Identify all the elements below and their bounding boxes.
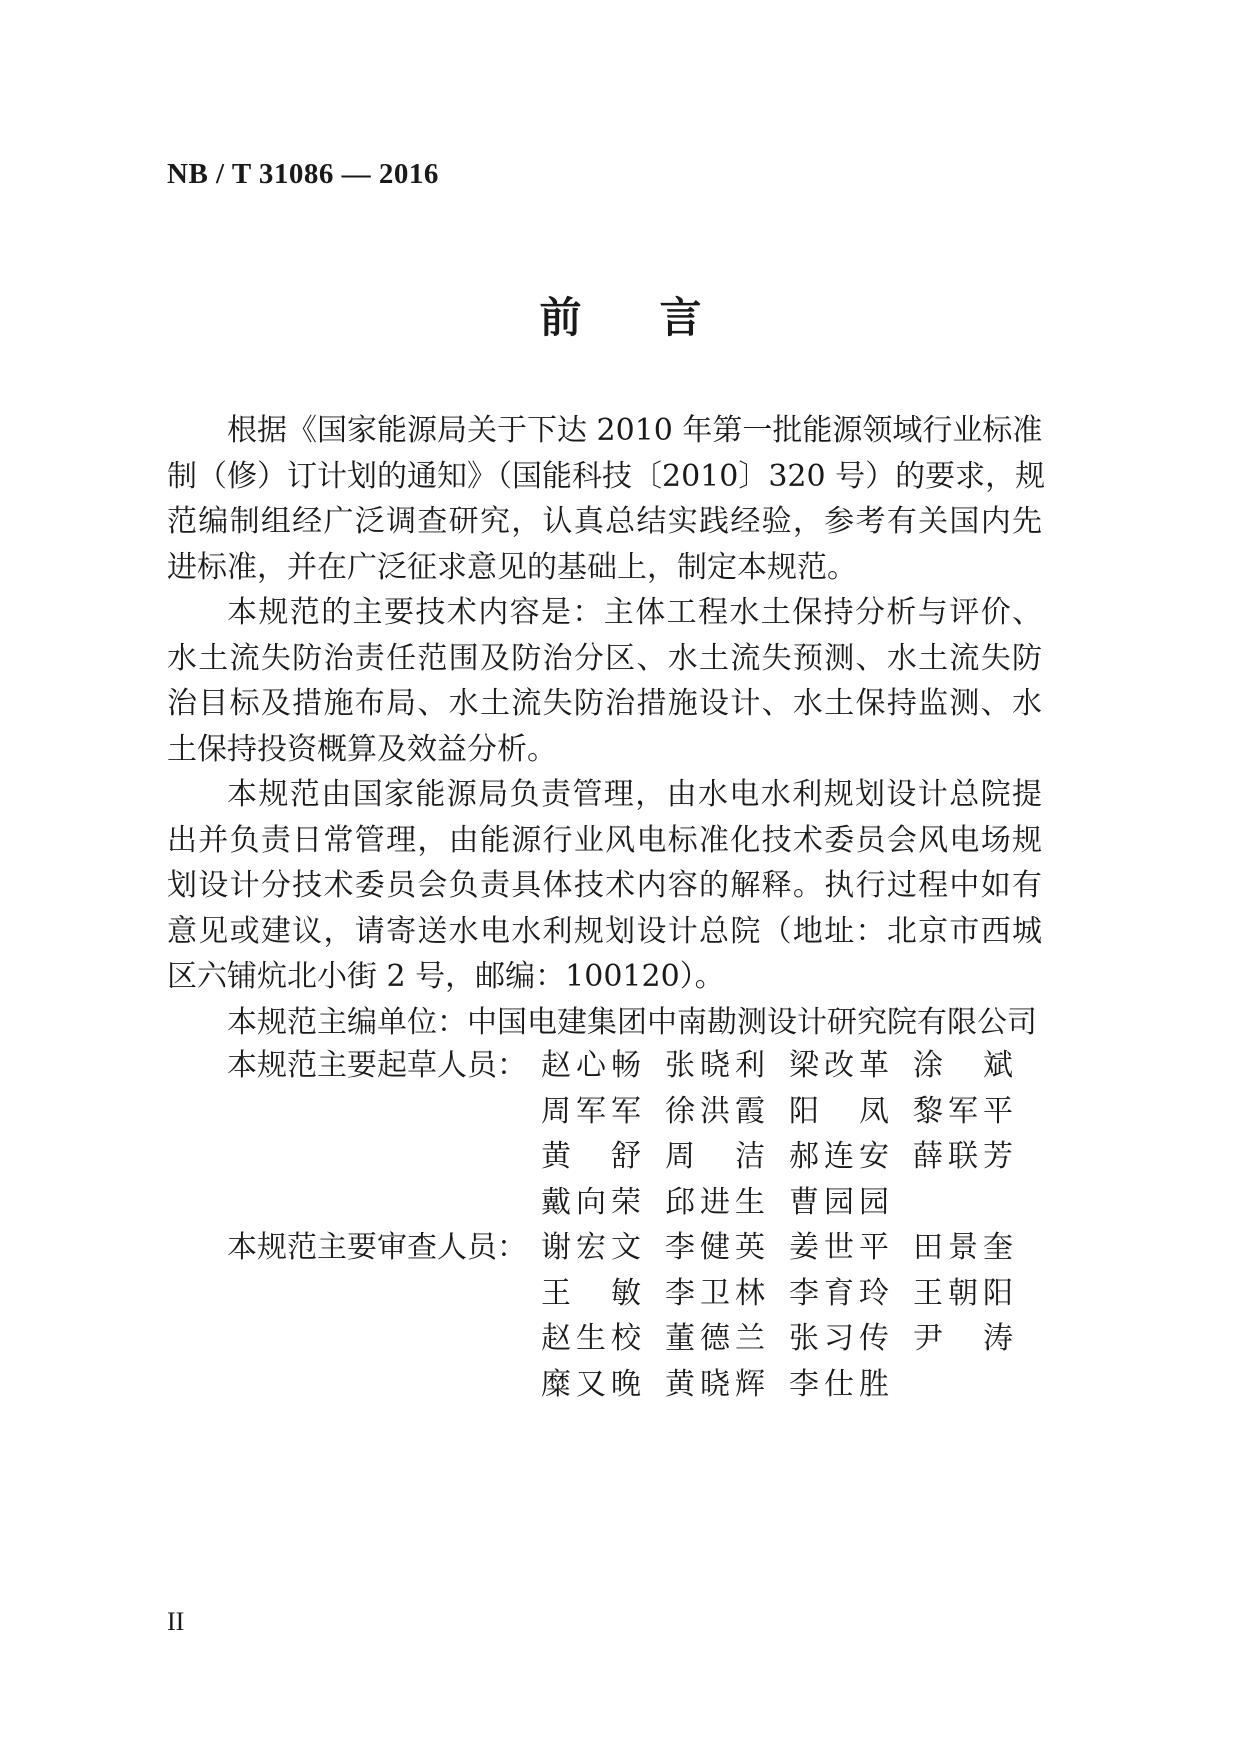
drafter-name: 周军军 <box>541 1093 641 1129</box>
drafter-name: 周洁 <box>665 1139 765 1174</box>
paragraph-2 <box>167 590 1042 772</box>
drafter-name: 张晓利 <box>665 1048 765 1083</box>
drafter-name: 郝连安 <box>789 1139 889 1174</box>
standard-code: NB / T 31086 — 2016 <box>167 158 439 190</box>
reviewer-name: 李健英 <box>665 1230 765 1265</box>
drafter-name: 邱进生 <box>665 1184 765 1220</box>
drafter-name: 涂斌 <box>913 1048 1013 1083</box>
reviewer-name: 李卫林 <box>665 1275 765 1311</box>
drafter-name: 梁改革 <box>789 1048 889 1083</box>
paragraph-line: 本规范的主要技术内容是：主体工程水土保持分析与评价、 <box>227 595 1042 630</box>
paragraph-line: 意见或建议，请寄送水电水利规划设计总院（地址：北京市西城 <box>167 913 1042 949</box>
drafter-name: 赵心畅 <box>541 1048 641 1083</box>
editor-unit <box>167 1000 1042 1046</box>
paragraph-line: 水土流失防治责任范围及防治分区、水土流失预测、水土流失防 <box>167 640 1042 676</box>
page-number: II <box>167 1607 185 1636</box>
reviewer-name: 董德兰 <box>665 1321 765 1356</box>
paragraph-line: 划设计分技术委员会负责具体技术内容的解释。执行过程中如有 <box>167 868 1042 903</box>
drafter-name: 阳凤 <box>789 1093 889 1129</box>
drafter-name: 薛联芳 <box>913 1139 1013 1174</box>
paragraph-3 <box>167 772 1042 1000</box>
reviewer-name: 李育玲 <box>789 1275 889 1311</box>
editor-unit-line: 本规范主编单位：中国电建集团中南勘测设计研究院有限公司 <box>227 1004 1037 1040</box>
paragraph-line: 出并负责日常管理，由能源行业风电标准化技术委员会风电场规 <box>167 822 1042 858</box>
reviewer-name: 尹涛 <box>913 1321 1013 1356</box>
reviewer-name: 王敏 <box>541 1275 641 1311</box>
reviewer-name: 糜又晚 <box>541 1366 641 1402</box>
reviewer-name: 谢宏文 <box>541 1230 641 1265</box>
paragraph-1 <box>167 408 1046 590</box>
reviewer-name: 田景奎 <box>913 1230 1013 1265</box>
reviewer-name: 黄晓辉 <box>665 1366 765 1402</box>
drafters-label: 本规范主要起草人员： <box>227 1048 527 1083</box>
page-title: 前言 <box>539 293 780 342</box>
reviewer-name: 赵生校 <box>541 1321 641 1356</box>
paragraph-line: 范编制组经广泛调查研究，认真总结实践经验，参考有关国内先 <box>167 504 1042 539</box>
drafter-name: 黎军平 <box>913 1093 1013 1129</box>
reviewer-name: 姜世平 <box>789 1230 889 1265</box>
reviewer-name: 李仕胜 <box>789 1366 889 1402</box>
paragraph-line: 本规范由国家能源局负责管理，由水电水利规划设计总院提 <box>227 777 1042 812</box>
paragraph-line: 制（修）订计划的通知》（国能科技〔2010〕320 号）的要求，规 <box>167 458 1046 494</box>
drafter-name: 黄舒 <box>541 1139 641 1174</box>
drafter-name: 曹园园 <box>789 1184 889 1220</box>
paragraph-line: 进标准，并在广泛征求意见的基础上，制定本规范。 <box>167 549 857 585</box>
paragraph-line: 土保持投资概算及效益分析。 <box>167 731 557 767</box>
reviewer-name: 王朝阳 <box>913 1275 1013 1311</box>
drafter-name: 徐洪霞 <box>665 1093 765 1129</box>
paragraph-line: 区六铺炕北小街 2 号，邮编：100120）。 <box>167 959 725 994</box>
preface-body <box>167 408 1046 1045</box>
drafter-name: 戴向荣 <box>541 1184 641 1220</box>
reviewer-name: 张习传 <box>789 1321 889 1356</box>
paragraph-line: 治目标及措施布局、水土流失防治措施设计、水土保持监测、水 <box>167 686 1042 721</box>
reviewers-label: 本规范主要审查人员： <box>227 1230 527 1265</box>
paragraph-line: 根据《国家能源局关于下达 2010 年第一批能源领域行业标准 <box>227 413 1043 448</box>
